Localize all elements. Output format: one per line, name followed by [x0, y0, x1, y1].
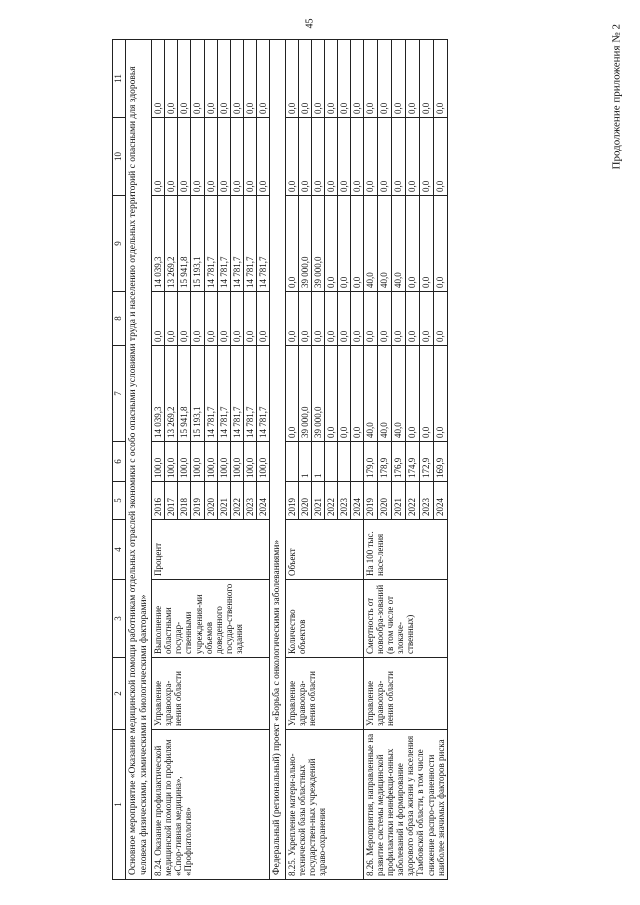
- value-cell: 15 941,8: [178, 196, 191, 292]
- rotated-table-container: [112, 40, 637, 880]
- measure-name: 8.26. Мероприятия, направленные на развитие системы медицинской профилактики неинфекци-онных заболеваний и формирование здорового образа жизни у населения Тамбовской области, в том числе снижение распро-страненности наиболее значимых факторов риска: [364, 730, 448, 880]
- value-cell: 100,0: [178, 442, 191, 482]
- value-cell: 39 000,0: [311, 346, 324, 442]
- value-cell: 100,0: [204, 442, 217, 482]
- value-cell: 0,0: [256, 40, 269, 118]
- year-cell: 2024: [433, 482, 447, 520]
- value-cell: 0,0: [256, 118, 269, 196]
- value-cell: 14 781,7: [217, 346, 230, 442]
- value-cell: 0,0: [419, 292, 433, 346]
- value-cell: 0,0: [204, 40, 217, 118]
- value-cell: 0,0: [298, 292, 311, 346]
- value-cell: 1: [311, 442, 324, 482]
- year-cell: 2023: [419, 482, 433, 520]
- value-cell: 0,0: [230, 118, 243, 196]
- value-cell: 0,0: [324, 346, 337, 442]
- value-cell: 0,0: [391, 118, 405, 196]
- section-title: Основное мероприятие «Оказание медицинской помощи работникам отдельных отраслей экономики с особо опасными условиями труда и населению отдельных территорий с опасными для здоровья человека физическими, химическими и биологическими факторами»: [126, 40, 152, 880]
- value-cell: 14 039,3: [152, 196, 165, 292]
- column-number-6: 6: [113, 442, 126, 482]
- value-cell: 172,9: [419, 442, 433, 482]
- value-cell: 13 269,2: [165, 196, 178, 292]
- value-cell: 0,0: [256, 292, 269, 346]
- value-cell: 100,0: [243, 442, 256, 482]
- year-cell: 2022: [230, 482, 243, 520]
- program-table: [112, 39, 448, 880]
- value-cell: 0,0: [433, 196, 447, 292]
- value-cell: [324, 442, 337, 482]
- indicator-name: Смертность от новообра-зований (в том числе от злокаче-ственных): [364, 580, 448, 658]
- value-cell: 100,0: [165, 442, 178, 482]
- year-cell: 2017: [165, 482, 178, 520]
- value-cell: 0,0: [285, 196, 298, 292]
- unit: Процент: [152, 520, 270, 580]
- value-cell: 178,9: [377, 442, 391, 482]
- indicator-name: Количество объектов: [285, 580, 363, 658]
- value-cell: 100,0: [191, 442, 204, 482]
- value-cell: 0,0: [285, 118, 298, 196]
- value-cell: 0,0: [230, 292, 243, 346]
- value-cell: 0,0: [350, 118, 363, 196]
- column-number-5: 5: [113, 482, 126, 520]
- value-cell: 0,0: [405, 292, 419, 346]
- value-cell: 0,0: [165, 292, 178, 346]
- measure-name: 8.25. Укрепление матери-ально-технической базы областных государствен-ных учреждений здраво-охранения: [285, 730, 363, 880]
- column-number-2: 2: [113, 658, 126, 730]
- column-number-1: 1: [113, 730, 126, 880]
- value-cell: 0,0: [298, 40, 311, 118]
- value-cell: 40,0: [377, 196, 391, 292]
- value-cell: 0,0: [285, 40, 298, 118]
- value-cell: 14 781,7: [243, 196, 256, 292]
- value-cell: 0,0: [178, 292, 191, 346]
- value-cell: 0,0: [191, 292, 204, 346]
- value-cell: 0,0: [191, 40, 204, 118]
- value-cell: 0,0: [337, 118, 350, 196]
- value-cell: 0,0: [217, 292, 230, 346]
- value-cell: 0,0: [405, 196, 419, 292]
- value-cell: 0,0: [391, 292, 405, 346]
- value-cell: 0,0: [243, 118, 256, 196]
- value-cell: 0,0: [285, 292, 298, 346]
- value-cell: 0,0: [178, 118, 191, 196]
- year-cell: 2019: [191, 482, 204, 520]
- value-cell: 0,0: [433, 40, 447, 118]
- column-number-row: [113, 40, 126, 880]
- value-cell: 0,0: [337, 292, 350, 346]
- value-cell: [337, 442, 350, 482]
- year-cell: 2020: [204, 482, 217, 520]
- value-cell: 0,0: [433, 118, 447, 196]
- value-cell: 0,0: [391, 40, 405, 118]
- value-cell: 0,0: [377, 118, 391, 196]
- value-cell: 0,0: [433, 292, 447, 346]
- value-cell: 39 000,0: [298, 196, 311, 292]
- unit: Объект: [285, 520, 363, 580]
- executor: Управление здравоохра-нения области: [152, 658, 270, 730]
- value-cell: [350, 442, 363, 482]
- value-cell: 0,0: [191, 118, 204, 196]
- value-cell: 0,0: [217, 40, 230, 118]
- value-cell: 0,0: [377, 292, 391, 346]
- section-header-row: [126, 40, 152, 880]
- value-cell: 40,0: [391, 196, 405, 292]
- value-cell: 0,0: [337, 196, 350, 292]
- year-cell: 2024: [256, 482, 269, 520]
- value-cell: 0,0: [350, 196, 363, 292]
- year-cell: 2024: [350, 482, 363, 520]
- value-cell: 40,0: [364, 346, 378, 442]
- value-cell: 0,0: [152, 292, 165, 346]
- value-cell: 13 269,2: [165, 346, 178, 442]
- year-cell: 2019: [364, 482, 378, 520]
- value-cell: 14 781,7: [217, 196, 230, 292]
- value-cell: 14 039,3: [152, 346, 165, 442]
- value-cell: 14 781,7: [256, 346, 269, 442]
- value-cell: 0,0: [337, 40, 350, 118]
- value-cell: 0,0: [285, 346, 298, 442]
- year-cell: 2016: [152, 482, 165, 520]
- value-cell: 14 781,7: [230, 196, 243, 292]
- value-cell: 0,0: [405, 346, 419, 442]
- value-cell: 14 781,7: [204, 346, 217, 442]
- year-cell: 2021: [311, 482, 324, 520]
- indicator-name: Выполнение областными государ-ственными учреждения-ми объемов доведенного государ-ственного задания: [152, 580, 270, 658]
- value-cell: 39 000,0: [298, 346, 311, 442]
- value-cell: 174,9: [405, 442, 419, 482]
- value-cell: 14 781,7: [204, 196, 217, 292]
- value-cell: [285, 442, 298, 482]
- value-cell: 0,0: [204, 118, 217, 196]
- continuation-label: Продолжение приложения № 2: [610, 24, 622, 170]
- value-cell: 0,0: [350, 292, 363, 346]
- value-cell: 0,0: [419, 40, 433, 118]
- value-cell: 39 000,0: [311, 196, 324, 292]
- value-cell: 0,0: [311, 40, 324, 118]
- value-cell: 40,0: [377, 346, 391, 442]
- value-cell: 0,0: [433, 346, 447, 442]
- value-cell: 0,0: [311, 292, 324, 346]
- value-cell: 0,0: [405, 118, 419, 196]
- value-cell: 15 941,8: [178, 346, 191, 442]
- year-cell: 2018: [178, 482, 191, 520]
- table-row: [285, 40, 298, 880]
- value-cell: 0,0: [364, 118, 378, 196]
- value-cell: 14 781,7: [256, 196, 269, 292]
- value-cell: 100,0: [230, 442, 243, 482]
- year-cell: 2020: [298, 482, 311, 520]
- value-cell: 0,0: [405, 40, 419, 118]
- page-number: 45: [304, 18, 316, 29]
- value-cell: 0,0: [243, 40, 256, 118]
- value-cell: 40,0: [391, 346, 405, 442]
- value-cell: 0,0: [350, 40, 363, 118]
- column-number-8: 8: [113, 292, 126, 346]
- column-number-10: 10: [113, 118, 126, 196]
- value-cell: 0,0: [165, 118, 178, 196]
- column-number-7: 7: [113, 346, 126, 442]
- value-cell: 15 193,1: [191, 346, 204, 442]
- value-cell: 0,0: [377, 40, 391, 118]
- value-cell: 14 781,7: [230, 346, 243, 442]
- table-row: [364, 40, 378, 880]
- value-cell: 0,0: [324, 118, 337, 196]
- value-cell: 100,0: [256, 442, 269, 482]
- value-cell: 169,9: [433, 442, 447, 482]
- value-cell: 40,0: [364, 196, 378, 292]
- value-cell: 0,0: [337, 346, 350, 442]
- value-cell: 0,0: [230, 40, 243, 118]
- table-row: [152, 40, 165, 880]
- year-cell: 2021: [217, 482, 230, 520]
- year-cell: 2023: [243, 482, 256, 520]
- year-cell: 2020: [377, 482, 391, 520]
- value-cell: 0,0: [178, 40, 191, 118]
- executor: Управление здравоохра-нения области: [364, 658, 448, 730]
- value-cell: 0,0: [324, 292, 337, 346]
- value-cell: 100,0: [152, 442, 165, 482]
- unit: На 100 тыс. насе-ления: [364, 520, 448, 580]
- section-title: Федеральный (региональный) проект «Борьба с онкологическими заболеваниями»: [269, 40, 285, 880]
- value-cell: 0,0: [152, 118, 165, 196]
- value-cell: 0,0: [324, 40, 337, 118]
- year-cell: 2021: [391, 482, 405, 520]
- section-header-row: [269, 40, 285, 880]
- value-cell: 0,0: [364, 40, 378, 118]
- year-cell: 2022: [324, 482, 337, 520]
- executor: Управление здравоохра-нения области: [285, 658, 363, 730]
- value-cell: 1: [298, 442, 311, 482]
- value-cell: 0,0: [165, 40, 178, 118]
- value-cell: 0,0: [204, 292, 217, 346]
- value-cell: 0,0: [311, 118, 324, 196]
- value-cell: 0,0: [324, 196, 337, 292]
- column-number-11: 11: [113, 40, 126, 118]
- value-cell: 0,0: [152, 40, 165, 118]
- year-cell: 2023: [337, 482, 350, 520]
- value-cell: 0,0: [419, 118, 433, 196]
- year-cell: 2019: [285, 482, 298, 520]
- value-cell: 100,0: [217, 442, 230, 482]
- value-cell: 15 193,1: [191, 196, 204, 292]
- value-cell: 14 781,7: [243, 346, 256, 442]
- column-number-4: 4: [113, 520, 126, 580]
- value-cell: 0,0: [419, 196, 433, 292]
- column-number-9: 9: [113, 196, 126, 292]
- column-number-3: 3: [113, 580, 126, 658]
- value-cell: 176,9: [391, 442, 405, 482]
- value-cell: 0,0: [217, 118, 230, 196]
- year-cell: 2022: [405, 482, 419, 520]
- value-cell: 0,0: [350, 346, 363, 442]
- value-cell: 0,0: [243, 292, 256, 346]
- value-cell: 0,0: [298, 118, 311, 196]
- measure-name: 8.24. Оказание профилактической медицинской помощи по профилям «Спор-тивная медицина», «Профпатология»: [152, 730, 270, 880]
- value-cell: 0,0: [364, 292, 378, 346]
- value-cell: 0,0: [419, 346, 433, 442]
- value-cell: 179,0: [364, 442, 378, 482]
